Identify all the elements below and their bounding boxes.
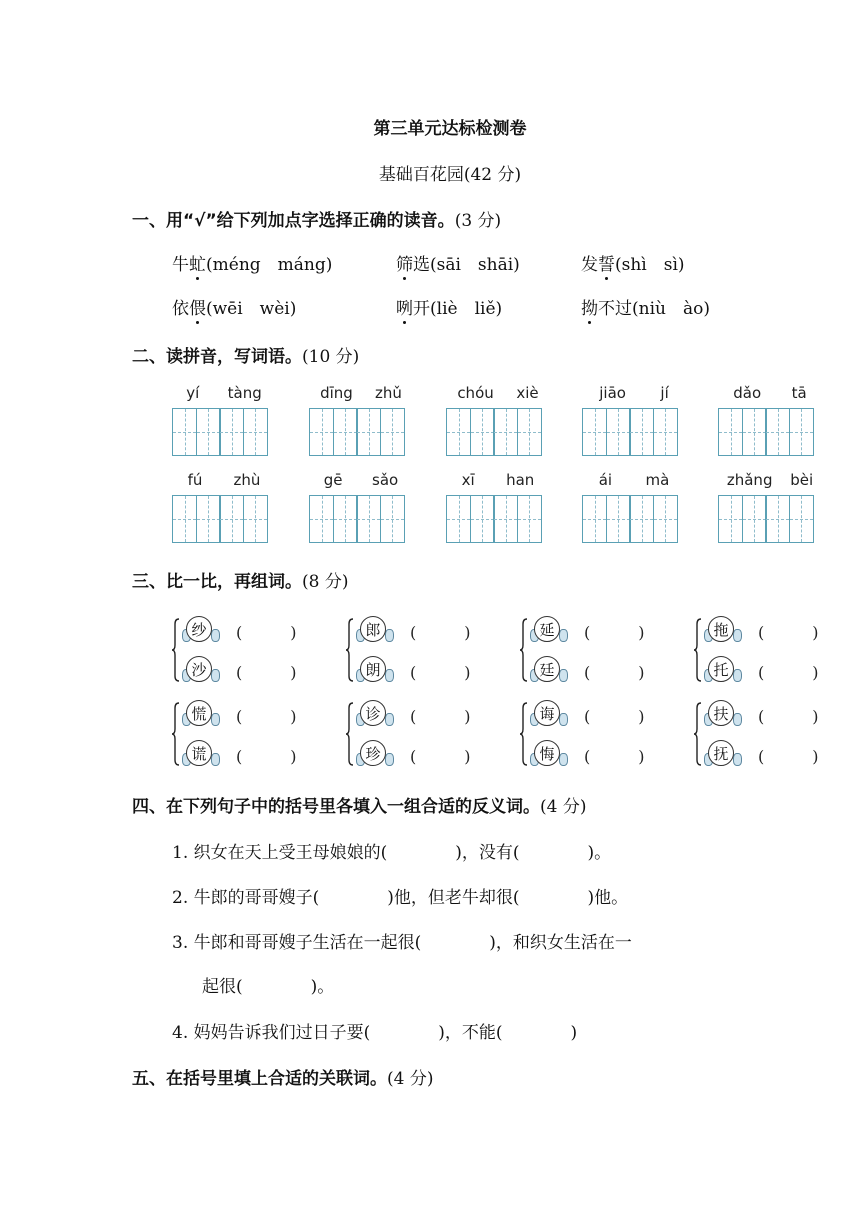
- answer-blank[interactable]: ( ): [584, 747, 645, 766]
- writing-grid: [582, 495, 686, 543]
- writing-grid: [718, 408, 822, 456]
- pinyin-syllable: chóu: [457, 384, 494, 402]
- compare-group: [520, 616, 690, 706]
- tianzige-cell[interactable]: [172, 495, 197, 543]
- answer-blank[interactable]: ( ): [758, 623, 819, 642]
- tianzige-cell[interactable]: [219, 408, 244, 456]
- tianzige-cell[interactable]: [470, 495, 495, 543]
- tianzige-cell[interactable]: [446, 495, 471, 543]
- question-5-heading: [132, 1064, 433, 1089]
- answer-blank[interactable]: ( ): [236, 747, 297, 766]
- bubble-ear-icon: [211, 753, 220, 766]
- character: 托: [708, 656, 734, 682]
- left-brace-icon: [346, 702, 354, 766]
- q1-item: 咧开(liè liě): [396, 299, 503, 319]
- answer-blank[interactable]: ( ): [236, 663, 297, 682]
- writing-grid: [172, 495, 276, 543]
- character-bubble: [356, 740, 392, 768]
- tianzige-cell[interactable]: [470, 408, 495, 456]
- q4-sentence-3: 3. 牛郎和哥哥嫂子生活在一起很( )，和织女生活在一: [172, 933, 632, 953]
- tianzige-cell[interactable]: [606, 408, 631, 456]
- question-1-label: 一、用“√”给下列加点字选择正确的读音。: [132, 211, 455, 231]
- pinyin-syllable: dǎo: [733, 384, 762, 402]
- pinyin-word-block: [309, 384, 413, 456]
- compare-group: [172, 616, 342, 706]
- pinyin-word-block: [582, 471, 686, 543]
- pinyin-word-block: [582, 384, 686, 456]
- bubble-ear-icon: [211, 713, 220, 726]
- character-bubble: [704, 740, 740, 768]
- character: 沙: [186, 656, 212, 682]
- character-bubble: [704, 656, 740, 684]
- tianzige-cell[interactable]: [243, 495, 268, 543]
- compare-group: [520, 700, 690, 790]
- writing-grid: [446, 495, 550, 543]
- bubble-ear-icon: [385, 629, 394, 642]
- character: 纱: [186, 616, 212, 642]
- page-title: 第三单元达标检测卷: [373, 119, 527, 139]
- character-bubble: [182, 656, 218, 684]
- character: 拖: [708, 616, 734, 642]
- q4-sentence-4: 4. 妈妈告诉我们过日子要( )，不能( ): [172, 1023, 578, 1043]
- pinyin-word-block: [718, 384, 822, 456]
- pinyin-row: [309, 384, 413, 404]
- pinyin-syllable: mà: [645, 471, 670, 489]
- pinyin-word-block: [309, 471, 413, 543]
- tianzige-cell[interactable]: [309, 408, 334, 456]
- character-bubble: [356, 616, 392, 644]
- question-5-score: (4 分): [387, 1069, 434, 1089]
- pinyin-word-block: [172, 384, 276, 456]
- pinyin-row: [582, 471, 686, 491]
- pinyin-row: [172, 471, 276, 491]
- tianzige-cell[interactable]: [380, 408, 405, 456]
- writing-grid: [718, 495, 822, 543]
- writing-grid: [582, 408, 686, 456]
- bubble-ear-icon: [559, 753, 568, 766]
- question-4-label: 四、在下列句子中的括号里各填入一组合适的反义词。: [132, 797, 540, 817]
- tianzige-cell[interactable]: [219, 495, 244, 543]
- q1-item: 牛虻(méng máng): [172, 255, 333, 275]
- pinyin-row: [718, 384, 822, 404]
- pinyin-syllable: gē: [323, 471, 343, 489]
- q4-sentence-1: 1. 织女在天上受王母娘娘的( )，没有( )。: [172, 843, 612, 863]
- tianzige-cell[interactable]: [629, 408, 654, 456]
- writing-grid: [172, 408, 276, 456]
- character: 郎: [360, 616, 386, 642]
- pinyin-syllable: jí: [660, 384, 669, 402]
- tianzige-cell[interactable]: [582, 495, 607, 543]
- q1-item: 发誓(shì sì): [581, 255, 685, 275]
- character-bubble: [530, 656, 566, 684]
- answer-blank[interactable]: ( ): [758, 663, 819, 682]
- answer-blank[interactable]: ( ): [236, 623, 297, 642]
- character-bubble: [182, 700, 218, 728]
- tianzige-cell[interactable]: [765, 495, 790, 543]
- pinyin-syllable: ái: [598, 471, 613, 489]
- tianzige-cell[interactable]: [196, 495, 221, 543]
- answer-blank[interactable]: ( ): [584, 707, 645, 726]
- tianzige-cell[interactable]: [493, 408, 518, 456]
- answer-blank[interactable]: ( ): [236, 707, 297, 726]
- bubble-ear-icon: [211, 629, 220, 642]
- pinyin-syllable: yí: [186, 384, 200, 402]
- left-brace-icon: [694, 702, 702, 766]
- character: 廷: [534, 656, 560, 682]
- writing-grid: [309, 408, 413, 456]
- tianzige-cell[interactable]: [765, 408, 790, 456]
- character: 诊: [360, 700, 386, 726]
- tianzige-cell[interactable]: [517, 495, 542, 543]
- pinyin-row: [172, 384, 276, 404]
- tianzige-cell[interactable]: [789, 408, 814, 456]
- pinyin-syllable: han: [506, 471, 535, 489]
- q4-sentence-3-continued: 起很( )。: [202, 977, 335, 997]
- pinyin-syllable: sǎo: [372, 471, 399, 489]
- bubble-ear-icon: [385, 713, 394, 726]
- tianzige-cell[interactable]: [718, 495, 743, 543]
- question-1-heading: [132, 206, 501, 231]
- bubble-ear-icon: [733, 753, 742, 766]
- tianzige-cell[interactable]: [789, 495, 814, 543]
- pinyin-syllable: xiè: [516, 384, 539, 402]
- tianzige-cell[interactable]: [172, 408, 197, 456]
- character-bubble: [182, 616, 218, 644]
- pinyin-syllable: zhǎng: [726, 471, 773, 489]
- answer-blank[interactable]: ( ): [584, 623, 645, 642]
- writing-grid: [446, 408, 550, 456]
- question-4-score: (4 分): [540, 797, 587, 817]
- pinyin-syllable: fú: [187, 471, 203, 489]
- tianzige-cell[interactable]: [493, 495, 518, 543]
- tianzige-cell[interactable]: [243, 408, 268, 456]
- compare-group: [346, 700, 516, 790]
- pinyin-syllable: zhù: [233, 471, 261, 489]
- bubble-ear-icon: [733, 713, 742, 726]
- tianzige-cell[interactable]: [582, 408, 607, 456]
- character-bubble: [356, 656, 392, 684]
- question-3-label: 三、比一比，再组词。: [132, 572, 302, 592]
- pinyin-syllable: jiāo: [599, 384, 626, 402]
- pinyin-row: [309, 471, 413, 491]
- question-2-score: (10 分): [302, 347, 360, 367]
- left-brace-icon: [694, 618, 702, 682]
- writing-grid: [309, 495, 413, 543]
- tianzige-cell[interactable]: [356, 408, 381, 456]
- section-subtitle: 基础百花园(42 分): [378, 165, 522, 185]
- tianzige-cell[interactable]: [380, 495, 405, 543]
- character-bubble: [182, 740, 218, 768]
- pinyin-syllable: bèi: [790, 471, 814, 489]
- answer-blank[interactable]: ( ): [758, 707, 819, 726]
- tianzige-cell[interactable]: [333, 495, 358, 543]
- bubble-ear-icon: [559, 669, 568, 682]
- character-bubble: [530, 740, 566, 768]
- tianzige-cell[interactable]: [742, 495, 767, 543]
- q1-item: 依偎(wēi wèi): [172, 299, 297, 319]
- character: 朗: [360, 656, 386, 682]
- compare-group: [346, 616, 516, 706]
- left-brace-icon: [172, 702, 180, 766]
- character: 谎: [186, 740, 212, 766]
- tianzige-cell[interactable]: [309, 495, 334, 543]
- left-brace-icon: [520, 618, 528, 682]
- tianzige-cell[interactable]: [742, 408, 767, 456]
- question-2-label: 二、读拼音，写词语。: [132, 347, 302, 367]
- tianzige-cell[interactable]: [517, 408, 542, 456]
- pinyin-word-block: [172, 471, 276, 543]
- tianzige-cell[interactable]: [718, 408, 743, 456]
- bubble-ear-icon: [385, 753, 394, 766]
- answer-blank[interactable]: ( ): [410, 707, 471, 726]
- question-1-score: (3 分): [454, 211, 502, 231]
- question-3-score: (8 分): [302, 572, 349, 592]
- bubble-ear-icon: [385, 669, 394, 682]
- answer-blank[interactable]: ( ): [584, 663, 645, 682]
- pinyin-row: [718, 471, 822, 491]
- pinyin-word-block: [718, 471, 822, 543]
- character: 扶: [708, 700, 734, 726]
- compare-group: [694, 700, 860, 790]
- tianzige-cell[interactable]: [356, 495, 381, 543]
- bubble-ear-icon: [733, 629, 742, 642]
- bubble-ear-icon: [559, 629, 568, 642]
- q1-item: 拗不过(niù ào): [581, 299, 710, 319]
- character: 抚: [708, 740, 734, 766]
- character-bubble: [704, 700, 740, 728]
- q4-sentence-2: 2. 牛郎的哥哥嫂子( )他，但老牛却很( )他。: [172, 888, 629, 908]
- tianzige-cell[interactable]: [653, 408, 678, 456]
- question-2-heading: [132, 342, 359, 367]
- question-3-heading: [132, 567, 348, 592]
- left-brace-icon: [520, 702, 528, 766]
- character-bubble: [530, 700, 566, 728]
- pinyin-syllable: dīng: [320, 384, 353, 402]
- character: 珍: [360, 740, 386, 766]
- pinyin-syllable: zhǔ: [375, 384, 402, 402]
- character-bubble: [704, 616, 740, 644]
- pinyin-row: [582, 384, 686, 404]
- pinyin-syllable: tā: [791, 384, 807, 402]
- bubble-ear-icon: [211, 669, 220, 682]
- compare-group: [694, 616, 860, 706]
- bubble-ear-icon: [733, 669, 742, 682]
- pinyin-syllable: tàng: [227, 384, 262, 402]
- pinyin-row: [446, 471, 550, 491]
- character-bubble: [530, 616, 566, 644]
- tianzige-cell[interactable]: [196, 408, 221, 456]
- character: 慌: [186, 700, 212, 726]
- answer-blank[interactable]: ( ): [758, 747, 819, 766]
- answer-blank[interactable]: ( ): [410, 623, 471, 642]
- character-bubble: [356, 700, 392, 728]
- compare-group: [172, 700, 342, 790]
- question-5-label: 五、在括号里填上合适的关联词。: [132, 1069, 387, 1089]
- left-brace-icon: [172, 618, 180, 682]
- tianzige-cell[interactable]: [653, 495, 678, 543]
- pinyin-word-block: [446, 384, 550, 456]
- left-brace-icon: [346, 618, 354, 682]
- tianzige-cell[interactable]: [606, 495, 631, 543]
- pinyin-word-block: [446, 471, 550, 543]
- q1-item: 筛选(sāi shāi): [396, 255, 520, 275]
- question-4-heading: [132, 792, 586, 817]
- pinyin-row: [446, 384, 550, 404]
- tianzige-cell[interactable]: [333, 408, 358, 456]
- answer-blank[interactable]: ( ): [410, 747, 471, 766]
- tianzige-cell[interactable]: [446, 408, 471, 456]
- pinyin-syllable: xī: [461, 471, 475, 489]
- tianzige-cell[interactable]: [629, 495, 654, 543]
- character: 诲: [534, 700, 560, 726]
- bubble-ear-icon: [559, 713, 568, 726]
- character: 延: [534, 616, 560, 642]
- character: 悔: [534, 740, 560, 766]
- answer-blank[interactable]: ( ): [410, 663, 471, 682]
